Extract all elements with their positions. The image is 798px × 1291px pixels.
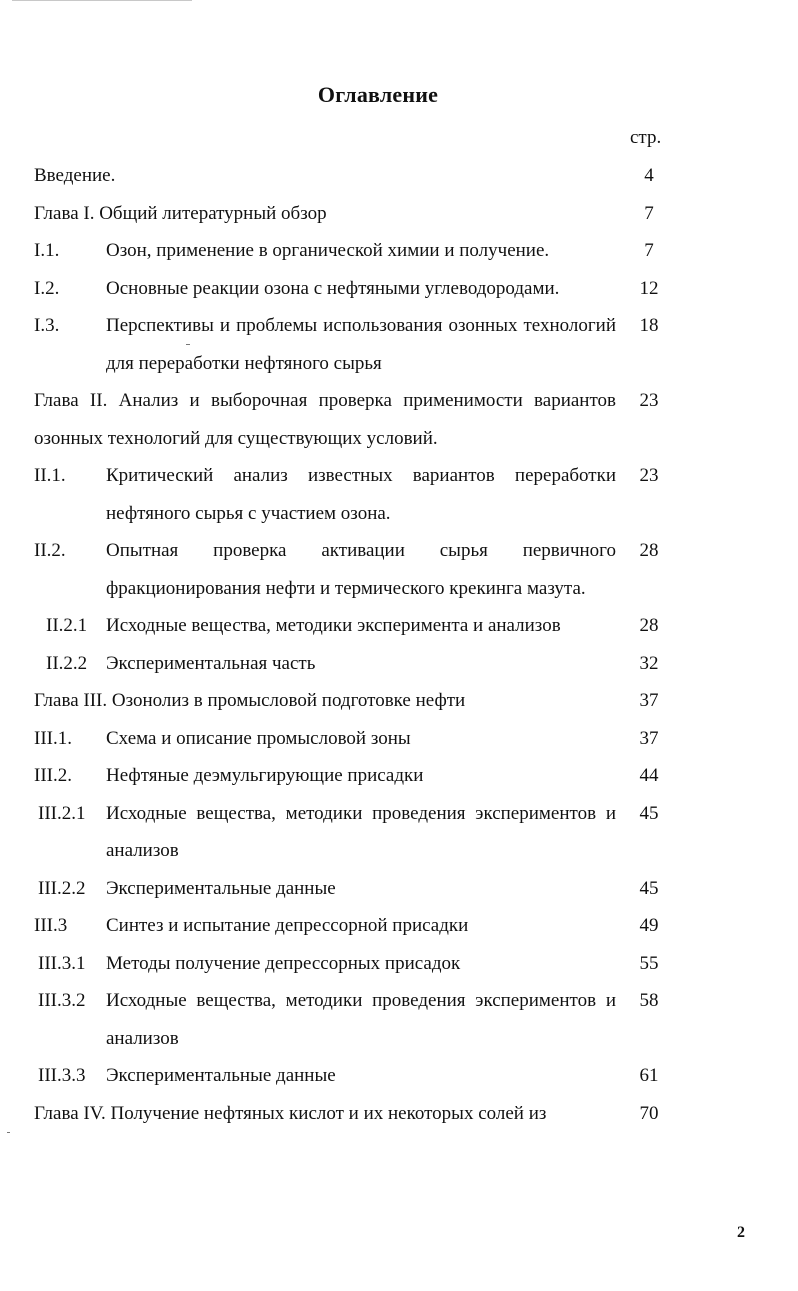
toc-entry-1-3 [0, 307, 798, 382]
toc-entry-text: Нефтяные деэмульгирующие присадки [106, 765, 424, 786]
toc-entry-text: Исходные вещества, методики проведения экспериментов и анализов [106, 990, 616, 1049]
toc-entry-number: III.3.1 [38, 952, 86, 974]
toc-entry-3-2 [0, 757, 798, 795]
toc-entry-page: 45 [639, 877, 659, 899]
toc-entry-2-2 [0, 532, 798, 607]
toc-entry-page: 37 [639, 690, 659, 711]
toc-entry-text: Глава II. Анализ и выборочная проверка применимости вариантов озонных технологий для существующих условий. [34, 390, 616, 449]
toc-entry-page: 37 [639, 727, 659, 749]
toc-entry-number: III.2. [34, 765, 72, 786]
toc-entry-text: Перспективы и проблемы использования озонных технологий для переработки нефтяного сырья [106, 315, 616, 374]
toc-entry-page: 7 [644, 240, 654, 261]
toc-entry-1-1 [0, 232, 798, 270]
toc-entry-number: II.2.1 [46, 615, 88, 636]
toc-entry-text: Экспериментальная часть [106, 652, 316, 674]
toc-entry-text: Озон, применение в органической химии и получение. [106, 240, 550, 261]
toc-entry-text: Опытная проверка активации сырья первичного фракционирования нефти и термического крекинга мазута. [106, 540, 616, 599]
toc-entry-page: 12 [639, 277, 659, 299]
toc-entry-number: III.2.2 [38, 877, 86, 899]
toc-entry-page: 70 [639, 1102, 659, 1124]
toc-entry-text: Методы получение депрессорных присадок [106, 952, 461, 974]
toc-entry-text: Экспериментальные данные [106, 877, 336, 899]
toc-entry-page: 7 [644, 202, 654, 224]
toc-entry-number: III.3.2 [38, 990, 86, 1011]
toc-entry-page: 23 [639, 465, 659, 486]
toc-entry-number: II.1. [34, 465, 66, 486]
toc-entry-1-2 [0, 270, 798, 308]
toc-entry-text: Основные реакции озона с нефтяными углеводородами. [106, 277, 560, 299]
toc-entry-3-2-2 [0, 870, 798, 908]
scan-speck [7, 1132, 10, 1133]
toc-entry-page: 45 [639, 802, 659, 824]
toc-entry-page: 23 [639, 390, 659, 411]
toc-entry-3-3-2 [0, 982, 798, 1057]
toc-entry-3-2-1 [0, 795, 798, 870]
toc-entry-number: I.3. [34, 315, 60, 336]
toc-entry-chapter-1 [0, 195, 798, 233]
toc-entry-3-3 [0, 907, 798, 945]
toc-entry-number: III.1. [34, 727, 72, 749]
toc-entry-text: Глава IV. Получение нефтяных кислот и их некоторых солей из [34, 1102, 547, 1124]
toc-entry-number: III.2.1 [38, 802, 86, 824]
scan-edge-mark [12, 0, 192, 3]
toc-entry-3-1 [0, 720, 798, 758]
toc-entry-introduction [0, 157, 798, 195]
page-title: Оглавление [317, 82, 439, 107]
toc-entry-text: Исходные вещества, методики эксперимента и анализов [106, 615, 561, 636]
toc-entry-text: Введение. [34, 165, 116, 186]
toc-entry-page: 28 [639, 540, 659, 561]
toc-entry-page: 4 [644, 165, 654, 186]
toc-entry-number: III.3 [34, 915, 68, 936]
toc-entry-page: 44 [639, 765, 659, 786]
toc-entry-number: I.1. [34, 240, 60, 261]
toc-entry-page: 32 [639, 652, 659, 674]
toc-entry-chapter-2 [0, 382, 798, 457]
toc-entry-chapter-3 [0, 682, 798, 720]
scan-speck [186, 344, 190, 345]
toc-entry-number: II.2.2 [46, 652, 88, 674]
toc-entry-2-1 [0, 457, 798, 532]
toc-entry-3-3-3 [0, 1057, 798, 1095]
page-column-label: стр. [630, 127, 662, 148]
toc-entry-page: 49 [639, 915, 659, 936]
toc-entry-2-2-1 [0, 607, 798, 645]
toc-entry-text: Исходные вещества, методики проведения экспериментов и анализов [106, 802, 616, 861]
page-number: 2 [737, 1224, 745, 1241]
toc-entry-text: Схема и описание промысловой зоны [106, 727, 411, 749]
toc-entry-text: Критический анализ известных вариантов переработки нефтяного сырья с участием озона. [106, 465, 616, 524]
toc-entry-chapter-4 [0, 1095, 798, 1133]
toc-entry-number: I.2. [34, 277, 60, 299]
toc-entry-page: 61 [639, 1065, 659, 1086]
toc-entry-page: 18 [639, 315, 659, 336]
toc-entry-number: II.2. [34, 540, 66, 561]
table-of-contents [0, 157, 798, 1132]
toc-entry-text: Синтез и испытание депрессорной присадки [106, 915, 469, 936]
toc-entry-2-2-2 [0, 645, 798, 683]
toc-entry-page: 55 [639, 952, 659, 974]
toc-entry-text: Глава III. Озонолиз в промысловой подготовке нефти [34, 690, 466, 711]
toc-entry-number: III.3.3 [38, 1065, 86, 1086]
toc-entry-3-3-1 [0, 945, 798, 983]
toc-entry-text: Экспериментальные данные [106, 1065, 336, 1086]
toc-entry-text: Глава I. Общий литературный обзор [34, 202, 327, 224]
toc-entry-page: 28 [639, 615, 659, 636]
toc-entry-page: 58 [639, 990, 659, 1011]
